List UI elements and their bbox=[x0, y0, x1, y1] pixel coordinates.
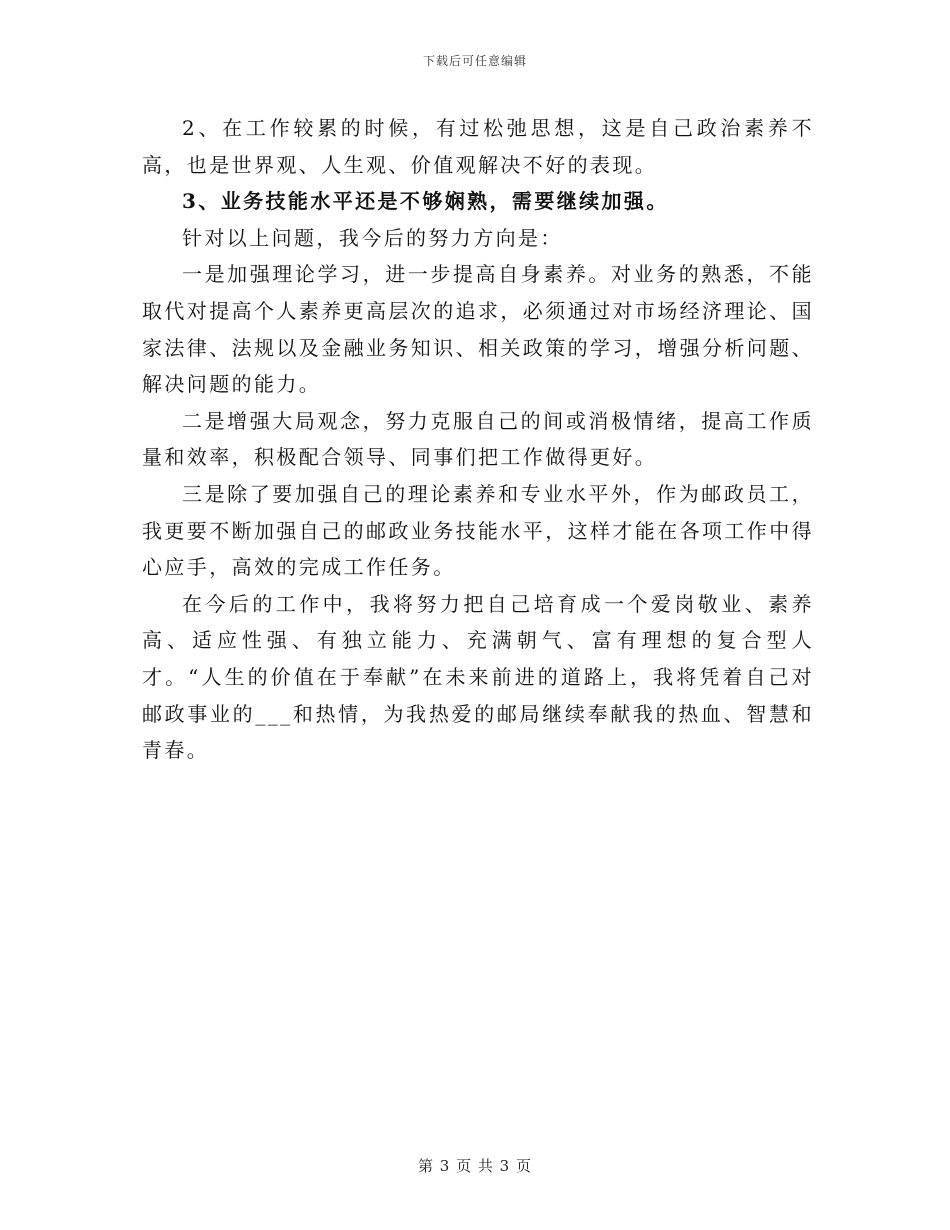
paragraph-direction-3: 三是除了要加强自己的理论素养和专业水平外，作为邮政员工，我更要不断加强自己的邮政业务技能水平，这样才能在各项工作中得心应手，高效的完成工作任务。 bbox=[142, 481, 814, 580]
page-number: 第 3 页 共 3 页 bbox=[418, 1157, 532, 1175]
paragraph-issue-3: 3、业务技能水平还是不够娴熟，需要继续加强。 bbox=[182, 189, 669, 214]
paragraph-direction-1: 一是加强理论学习，进一步提高自身素养。对业务的熟悉，不能取代对提高个人素养更高层次的追求，必须通过对市场经济理论、国家法律、法规以及金融业务知识、相关政策的学习，增强分析问题、解决问题的能力。 bbox=[142, 262, 814, 397]
paragraph-direction-2: 二是增强大局观念，努力克服自己的间或消极情绪，提高工作质量和效率，积极配合领导、同事们把工作做得更好。 bbox=[142, 408, 814, 470]
document-body bbox=[142, 110, 814, 769]
paragraph-conclusion: 在今后的工作中，我将努力把自己培育成一个爱岗敬业、素养高、适应性强、有独立能力、充满朝气、富有理想的复合型人才。“人生的价值在于奉献”在未来前进的道路上，我将凭着自己对邮政事业的___和热情，为我热爱的邮局继续奉献我的热血、智慧和青春。 bbox=[142, 591, 814, 763]
page-header-note: 下载后可任意编辑 bbox=[422, 54, 527, 68]
paragraph-direction-intro: 针对以上问题，我今后的努力方向是： bbox=[182, 225, 563, 250]
paragraph-issue-2: 2、在工作较累的时候，有过松弛思想，这是自己政治素养不高，也是世界观、人生观、价值观解决不好的表现。 bbox=[142, 116, 814, 177]
